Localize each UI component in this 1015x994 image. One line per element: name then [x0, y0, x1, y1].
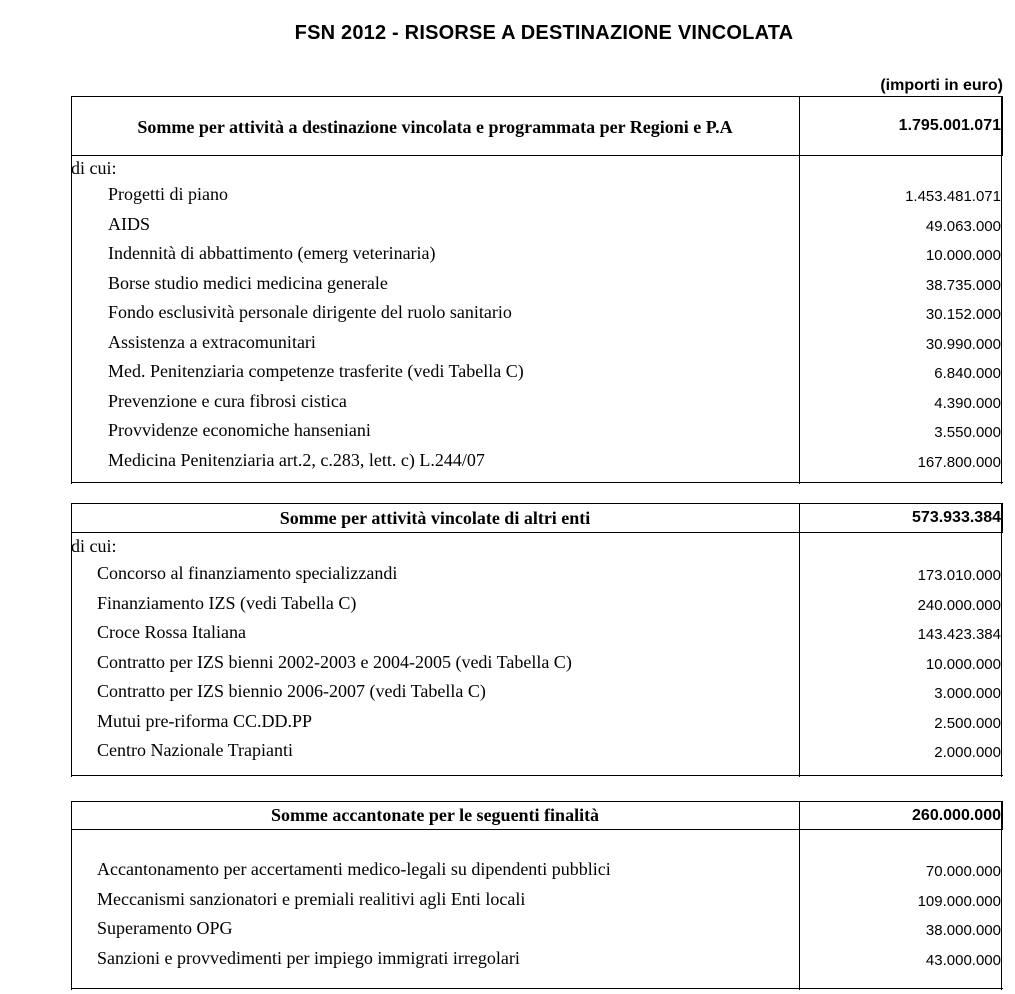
row-label: AIDS — [108, 213, 151, 234]
row-amount: 30.152.000 — [925, 306, 1001, 323]
table-row — [71, 300, 1003, 329]
row-amount: 49.063.000 — [925, 217, 1001, 235]
section-header-total: 573.933.384 — [912, 509, 1001, 526]
row-label: Borse studio medici medicina generale — [108, 272, 388, 293]
row-label: Contratto per IZS bienni 2002-2003 e 2004-2005 (vedi Tabella C) — [97, 651, 572, 672]
table-row — [71, 887, 1003, 916]
section-altri-enti — [71, 503, 1003, 777]
row-amount: 38.735.000 — [925, 276, 1001, 294]
row-label: Meccanismi sanzionatori e premiali realitivi agli Enti locali — [97, 888, 526, 909]
row-label: Concorso al finanziamento specializzandi — [97, 563, 398, 583]
row-label: Sanzioni e provvedimenti per impiego immigrati irregolari — [97, 947, 520, 968]
row-amount: 109.000.000 — [917, 892, 1001, 910]
table-row — [71, 359, 1003, 388]
row-label: Provvidenze economiche hanseniani — [108, 420, 371, 440]
section-regioni — [71, 96, 1003, 484]
row-amount: 10.000.000 — [925, 655, 1001, 673]
row-label: Med. Penitenziaria competenze trasferite (vedi Tabella C) — [108, 361, 524, 381]
row-label: Croce Rossa Italiana — [97, 622, 246, 642]
row-label: Medicina Penitenziaria art.2, c.283, lett. c) L.244/07 — [108, 449, 485, 470]
row-amount: 4.390.000 — [934, 394, 1001, 412]
table-row — [71, 591, 1003, 620]
table-row — [71, 561, 1003, 590]
row-amount: 143.423.384 — [917, 626, 1001, 643]
table-row — [71, 418, 1003, 447]
row-label: Finanziamento IZS (vedi Tabella C) — [97, 592, 357, 613]
section-header-label: Somme per attività a destinazione vincolata e programmata per Regioni e P.A — [137, 116, 733, 137]
row-label: Fondo esclusività personale dirigente del ruolo sanitario — [108, 302, 512, 322]
table-row — [71, 212, 1003, 241]
document-title: FSN 2012 - RISORSE A DESTINAZIONE VINCOLATA — [294, 22, 794, 44]
row-amount: 1.453.481.071 — [905, 188, 1001, 205]
row-label: Superamento OPG — [97, 918, 233, 938]
row-amount: 70.000.000 — [925, 863, 1001, 880]
section-header-total: 1.795.001.071 — [898, 117, 1001, 134]
table-row — [71, 709, 1003, 738]
row-label: Indennità di abbattimento (emerg veterinaria) — [108, 243, 436, 263]
table-row — [71, 241, 1003, 270]
row-amount: 2.000.000 — [934, 744, 1001, 761]
section-header-total: 260.000.000 — [912, 806, 1001, 824]
row-amount: 3.550.000 — [934, 424, 1001, 441]
row-label: Mutui pre-riforma CC.DD.PP — [97, 710, 312, 731]
table-row — [71, 679, 1003, 708]
table-row — [71, 448, 1003, 477]
row-amount: 10.000.000 — [925, 247, 1001, 264]
row-label: Prevenzione e cura fibrosi cistica — [108, 390, 347, 411]
section-bottom-rule — [71, 775, 1003, 776]
table-row — [71, 738, 1003, 767]
row-amount: 240.000.000 — [917, 596, 1001, 614]
row-label: Assistenza a extracomunitari — [108, 331, 316, 352]
row-amount: 38.000.000 — [925, 922, 1001, 939]
row-label: Progetti di piano — [108, 184, 228, 204]
row-label: Accantonamento per accertamenti medico-legali su dipendenti pubblici — [97, 859, 611, 879]
of-which-label: di cui: — [71, 536, 117, 556]
units-note: (importi in euro) — [880, 77, 1003, 94]
section-accantonate — [71, 801, 1003, 990]
section-bottom-rule — [71, 482, 1003, 483]
table-row — [71, 182, 1003, 211]
table-row — [71, 650, 1003, 679]
section-header-label: Somme accantonate per le seguenti finalità — [270, 805, 600, 825]
section-header-label: Somme per attività vincolate di altri enti — [279, 507, 591, 528]
row-amount: 2.500.000 — [934, 714, 1001, 732]
row-amount: 173.010.000 — [917, 567, 1001, 584]
table-row — [71, 620, 1003, 649]
table-row — [71, 946, 1003, 975]
row-label: Centro Nazionale Trapianti — [97, 740, 293, 760]
row-amount: 6.840.000 — [934, 365, 1001, 382]
table-row — [71, 857, 1003, 886]
table-row — [71, 389, 1003, 418]
of-which-label: di cui: — [71, 158, 117, 178]
row-amount: 167.800.000 — [917, 453, 1001, 471]
row-amount: 43.000.000 — [925, 951, 1001, 969]
table-row — [71, 271, 1003, 300]
row-amount: 3.000.000 — [934, 685, 1001, 702]
row-label: Contratto per IZS biennio 2006-2007 (vedi Tabella C) — [97, 681, 486, 701]
section-bottom-rule — [71, 988, 1003, 989]
row-amount: 30.990.000 — [925, 335, 1001, 353]
table-row — [71, 916, 1003, 945]
table-row — [71, 330, 1003, 359]
